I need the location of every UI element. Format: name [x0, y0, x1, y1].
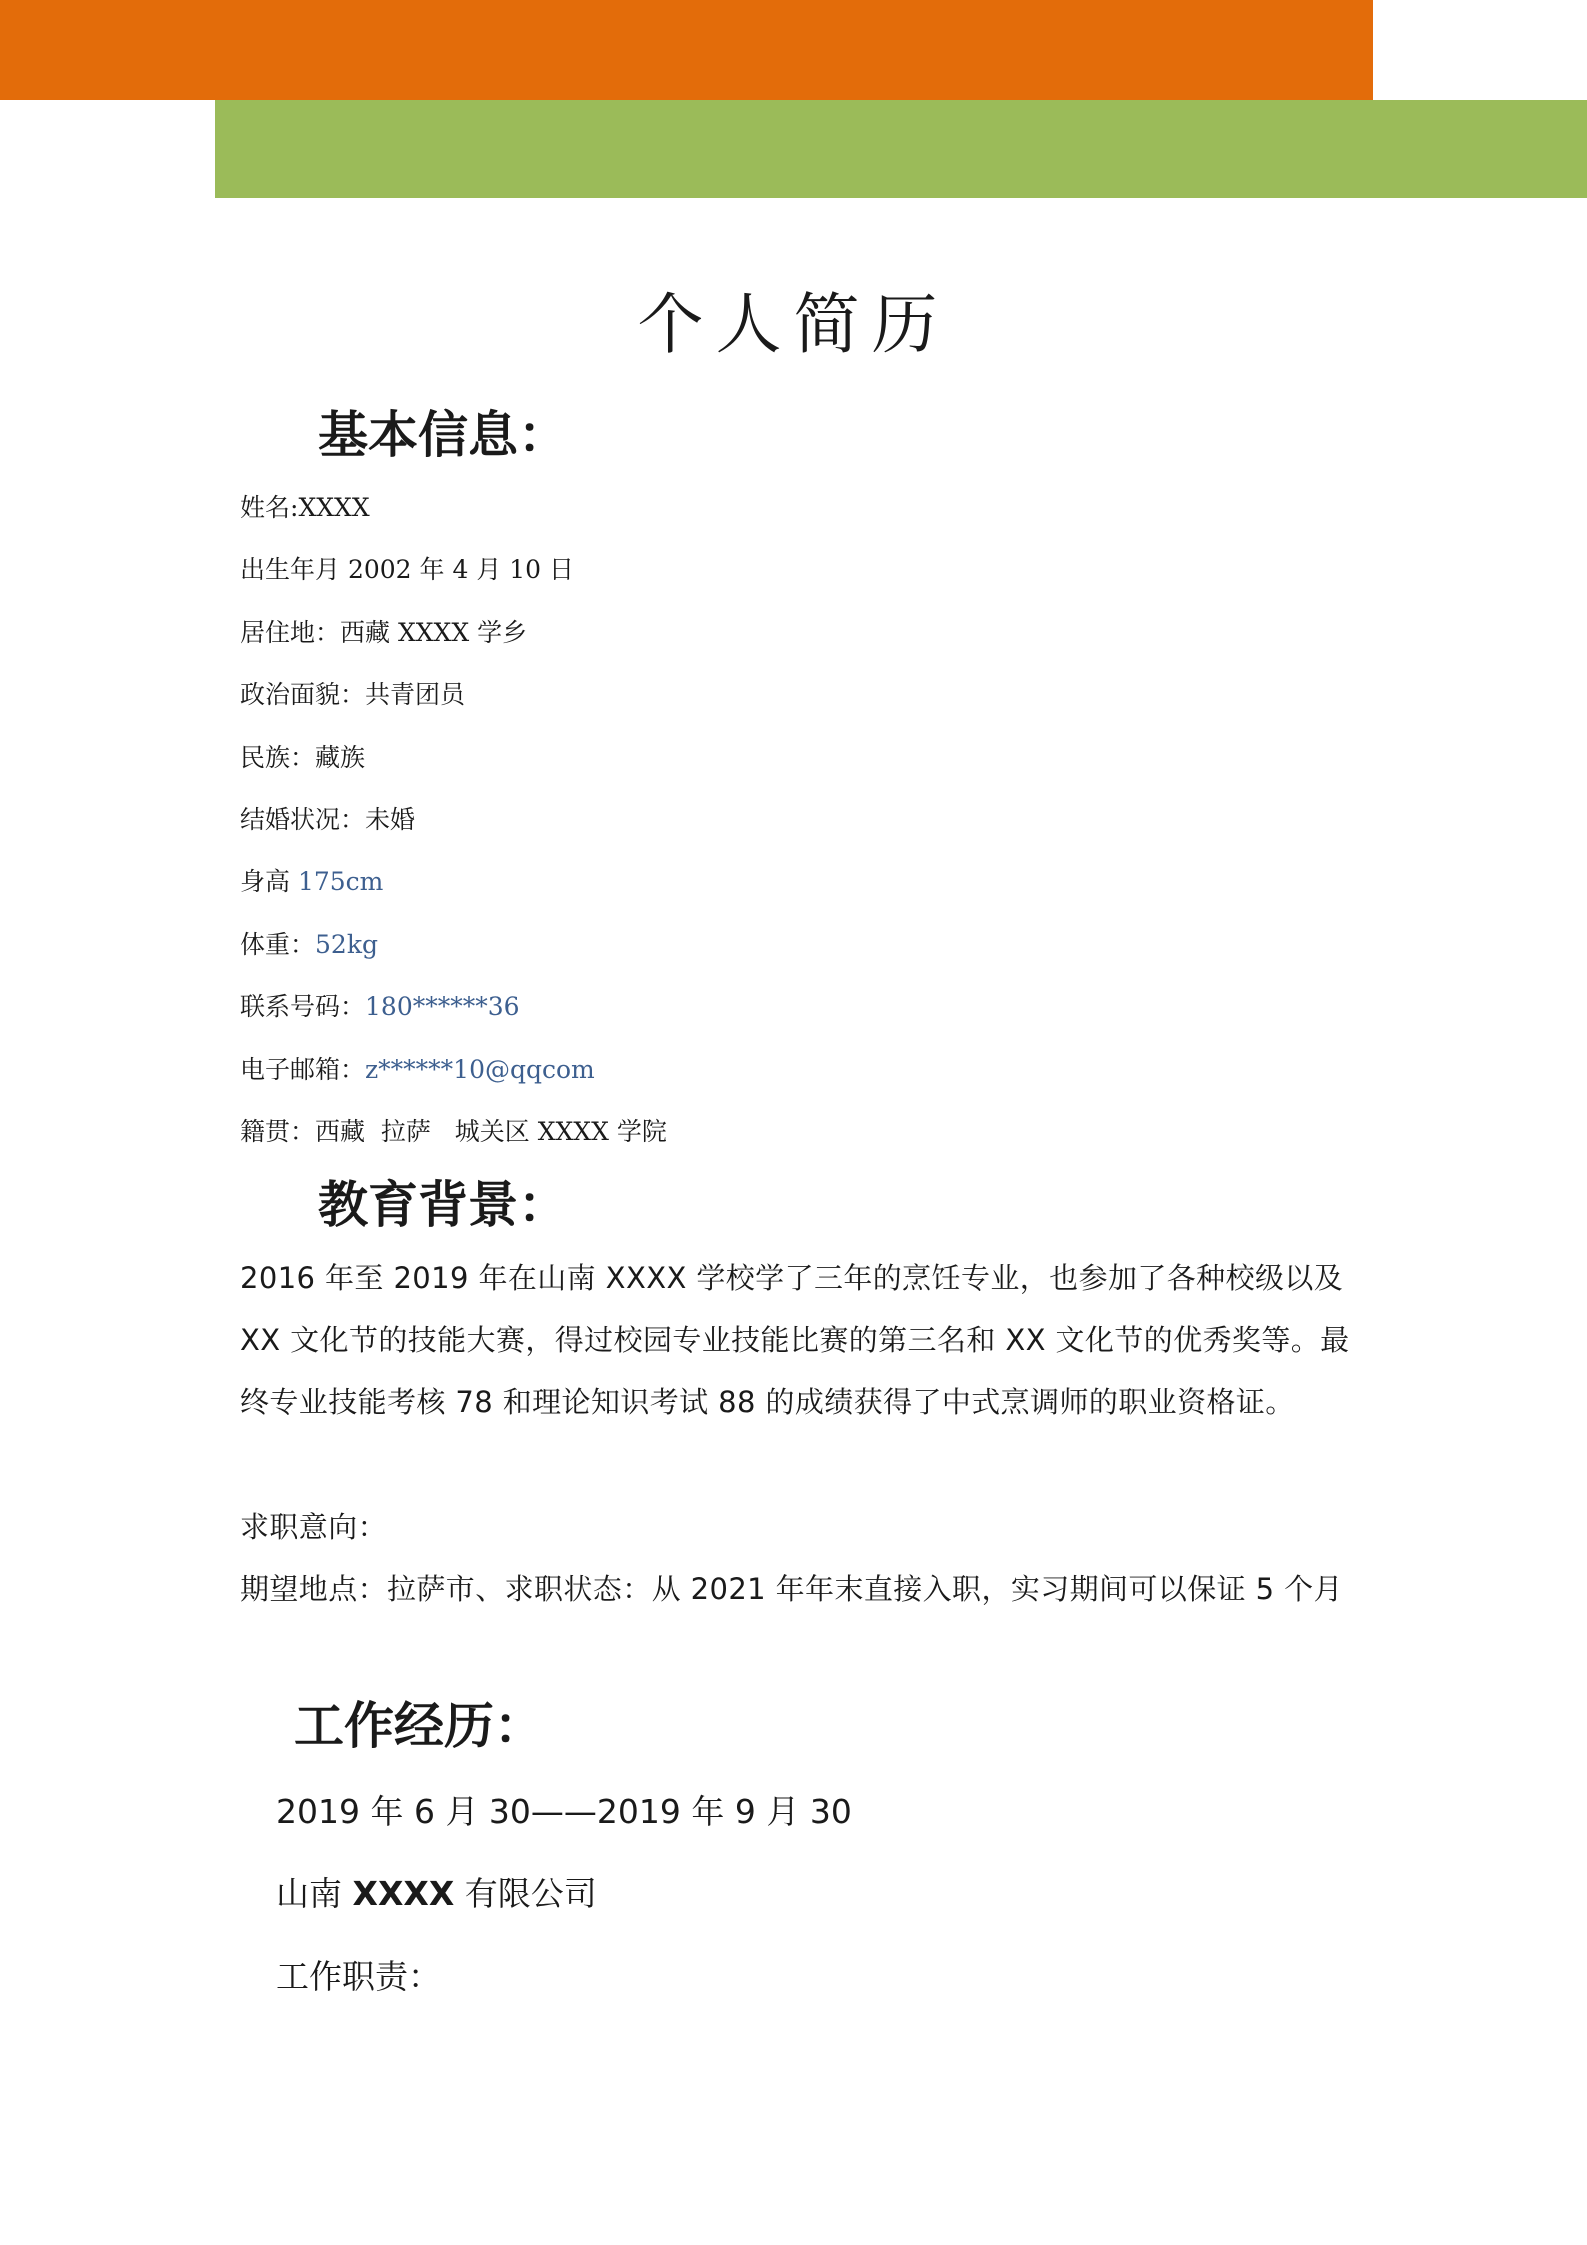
work-period: 2019 年 6 月 30——2019 年 9 月 30	[276, 1792, 852, 1831]
info-ethnicity: 民族：藏族	[240, 742, 366, 772]
info-email: 电子邮箱：z******10@qqcom	[240, 1054, 595, 1084]
header-green-band	[215, 100, 1587, 198]
basic-info-list	[240, 487, 667, 1173]
job-intent-text: 期望地点：拉萨市、求职状态：从 2021 年年末直接入职，实习期间可以保证 5 个月	[240, 1572, 1343, 1606]
info-phone: 联系号码：180******36	[240, 992, 520, 1022]
info-weight: 体重：52kg	[240, 929, 378, 959]
info-name: 姓名:XXXX	[240, 493, 370, 522]
education-paragraph: 2016 年至 2019 年在山南 XXXX 学校学了三年的烹饪专业，也参加了各种校级以及 XX 文化节的技能大赛，得过校园专业技能比赛的第三名和 XX 文化节的优秀奖等。最终专业技能考核 78 和理论知识考试 88 的成绩获得了中式烹调师的职业资格证。	[240, 1261, 1350, 1419]
work-duties-label: 工作职责：	[276, 1957, 441, 1996]
work-heading: 工作经历：	[294, 1696, 544, 1755]
info-height: 身高 175cm	[240, 867, 384, 897]
info-marital-status: 结婚状况：未婚	[240, 804, 416, 834]
info-residence: 居住地：西藏 XXXX 学乡	[240, 617, 528, 647]
basic-info-heading: 基本信息：	[318, 405, 568, 464]
header-orange-band	[0, 0, 1373, 100]
work-company: 山南 XXXX 有限公司	[276, 1874, 597, 1913]
resume-title: 个人简历	[637, 286, 950, 364]
education-heading: 教育背景：	[318, 1175, 568, 1234]
job-intent-label: 求职意向：	[240, 1510, 388, 1544]
info-native-place: 籍贯：西藏 拉萨 城关区 XXXX 学院	[240, 1116, 667, 1146]
info-birth-date: 出生年月 2002 年 4 月 10 日	[240, 555, 575, 585]
info-political-status: 政治面貌：共青团员	[240, 680, 466, 710]
